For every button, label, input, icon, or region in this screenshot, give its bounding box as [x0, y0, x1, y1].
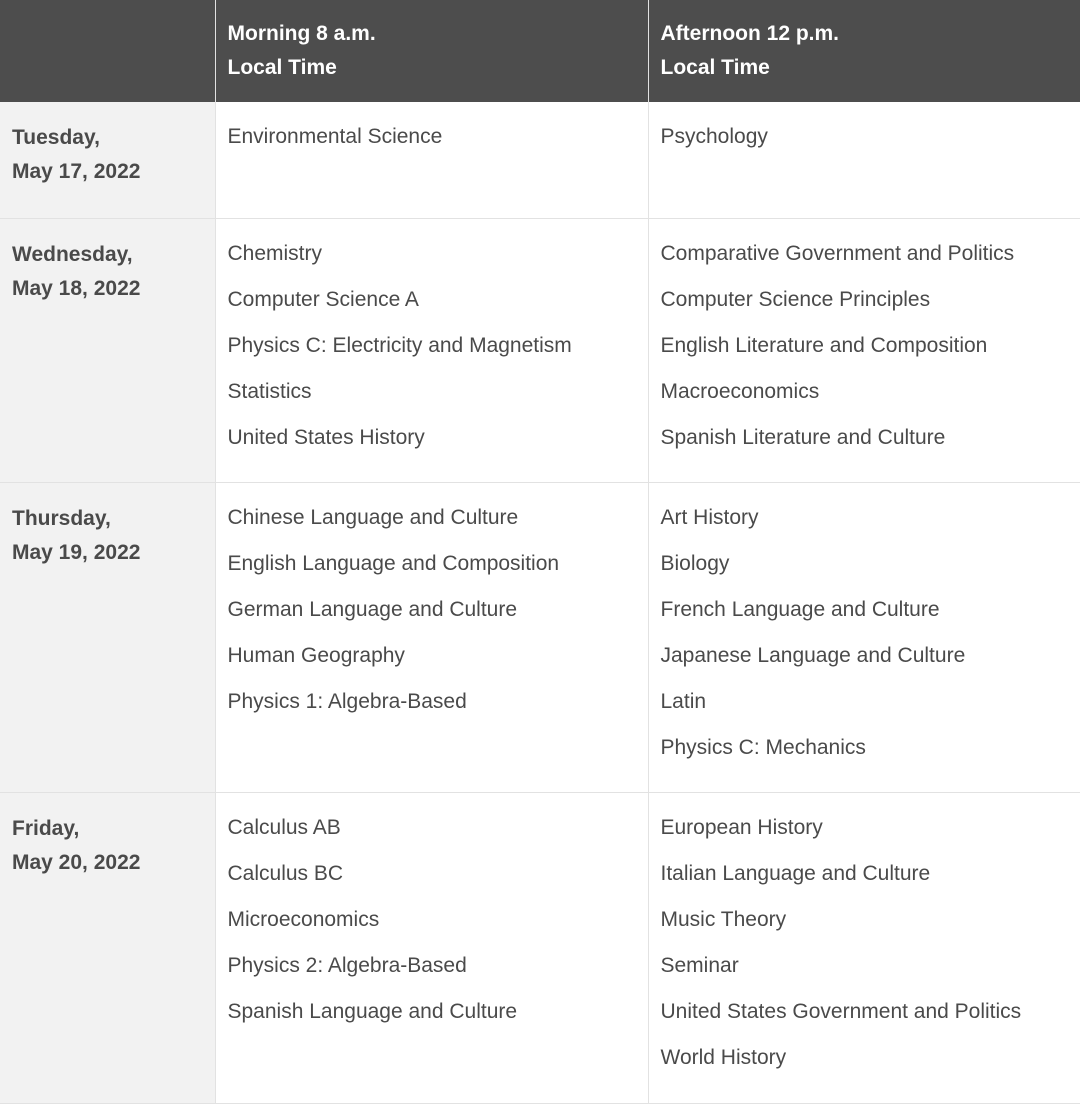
exam-subject: Comparative Government and Politics [660, 241, 1015, 265]
exam-subject: Seminar [660, 953, 739, 977]
exam-subject: Japanese Language and Culture [660, 643, 966, 667]
afternoon-exams-cell [648, 102, 1080, 218]
exam-subject: Macroeconomics [660, 379, 820, 403]
morning-exams-cell [215, 218, 648, 482]
table-row [0, 482, 1080, 792]
day-cell [0, 482, 215, 792]
day-date: May 19, 2022 [12, 540, 141, 564]
header-day-column [0, 0, 215, 102]
exam-subject: English Literature and Composition [660, 333, 988, 357]
table-row [0, 218, 1080, 482]
day-weekday: Thursday, [12, 506, 111, 530]
afternoon-exam-list [661, 805, 1069, 1081]
header-row [0, 0, 1080, 102]
exam-subject: Computer Science A [227, 287, 419, 311]
header-morning-zone: Local Time [227, 56, 337, 79]
afternoon-exams-cell [648, 792, 1080, 1103]
afternoon-exams-cell [648, 482, 1080, 792]
table-body [0, 102, 1080, 1103]
day-weekday: Friday, [12, 816, 80, 840]
morning-exams-cell [215, 482, 648, 792]
exam-subject: Biology [660, 551, 730, 575]
afternoon-exam-list [661, 495, 1069, 771]
exam-subject: Latin [660, 689, 707, 713]
day-date: May 17, 2022 [12, 160, 141, 183]
table-row [0, 102, 1080, 218]
morning-exams-cell [215, 102, 648, 218]
exam-subject: German Language and Culture [227, 597, 518, 621]
morning-exam-list [228, 114, 636, 160]
header-afternoon-time: Afternoon 12 p.m. [660, 22, 840, 45]
header-morning [215, 0, 648, 102]
exam-subject: Physics C: Mechanics [660, 735, 866, 759]
exam-subject: Psychology [660, 125, 768, 148]
day-cell [0, 102, 215, 218]
exam-subject: Physics C: Electricity and Magnetism [227, 333, 572, 357]
day-cell [0, 218, 215, 482]
afternoon-exams-cell [648, 218, 1080, 482]
exam-subject: Calculus AB [227, 815, 341, 839]
exam-subject: Physics 1: Algebra-Based [227, 689, 467, 713]
header-morning-time: Morning 8 a.m. [227, 22, 376, 45]
exam-subject: Spanish Literature and Culture [660, 425, 946, 449]
exam-subject: French Language and Culture [660, 597, 940, 621]
day-cell [0, 792, 215, 1103]
exam-subject: World History [660, 1045, 787, 1069]
day-weekday: Wednesday, [12, 242, 133, 266]
morning-exam-list [228, 495, 636, 725]
exam-subject: Spanish Language and Culture [227, 999, 518, 1023]
exam-subject: Microeconomics [227, 907, 380, 931]
day-date: May 18, 2022 [12, 276, 141, 300]
day-date: May 20, 2022 [12, 850, 141, 874]
exam-subject: Computer Science Principles [660, 287, 931, 311]
afternoon-exam-list [661, 114, 1069, 160]
exam-subject: Chemistry [227, 241, 323, 265]
exam-subject: Human Geography [227, 643, 405, 667]
header-afternoon-zone: Local Time [660, 56, 770, 79]
exam-subject: Chinese Language and Culture [227, 505, 519, 529]
morning-exams-cell [215, 792, 648, 1103]
exam-subject: Statistics [227, 379, 312, 403]
table-row [0, 792, 1080, 1103]
exam-subject: United States Government and Politics [660, 999, 1022, 1023]
exam-subject: English Language and Composition [227, 551, 560, 575]
exam-subject: Calculus BC [227, 861, 344, 885]
exam-subject: Art History [660, 505, 759, 529]
morning-exam-list [228, 231, 636, 461]
exam-subject: United States History [227, 425, 425, 449]
table-header [0, 0, 1080, 102]
exam-subject: Environmental Science [227, 125, 443, 148]
exam-subject: European History [660, 815, 823, 839]
afternoon-exam-list [661, 231, 1069, 461]
day-weekday: Tuesday, [12, 126, 100, 149]
header-afternoon [648, 0, 1080, 102]
exam-subject: Music Theory [660, 907, 787, 931]
morning-exam-list [228, 805, 636, 1035]
exam-subject: Italian Language and Culture [660, 861, 931, 885]
exam-subject: Physics 2: Algebra-Based [227, 953, 467, 977]
